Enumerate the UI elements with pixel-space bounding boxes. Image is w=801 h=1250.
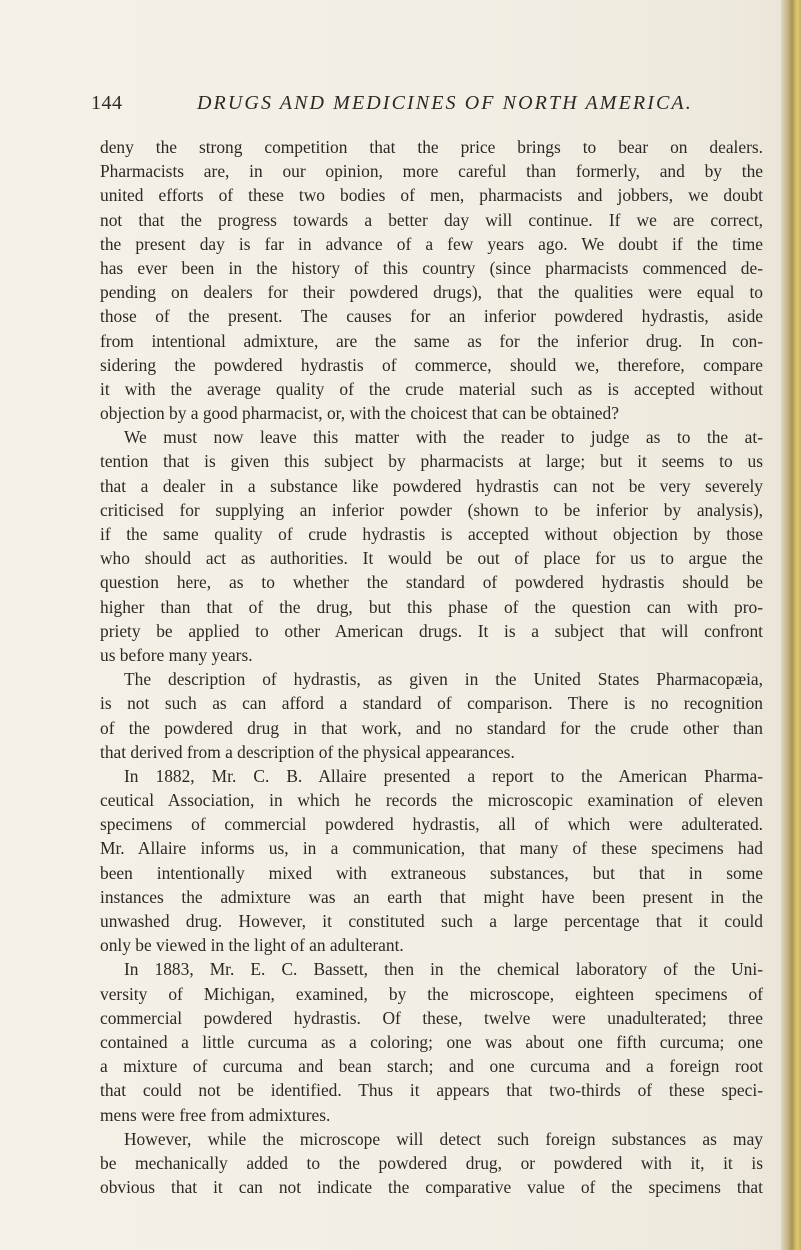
text-line: from intentional admixture, are the same as for the inferior drug. In con- — [100, 330, 763, 351]
text-line: versity of Michigan, examined, by the microscope, eighteen specimens of — [100, 983, 763, 1004]
text-line: In 1882, Mr. C. B. Allaire presented a report to the American Pharma- — [124, 765, 763, 786]
text-line: higher than that of the drug, but this phase of the question can with pro- — [100, 596, 763, 617]
text-line: tention that is given this subject by pharmacists at large; but it seems to us — [100, 451, 763, 472]
text-line: united efforts of these two bodies of men, pharmacists and jobbers, we doubt — [100, 185, 763, 206]
text-line: of the powdered drug in that work, and no standard for the crude other than — [100, 717, 763, 738]
text-line: not that the progress towards a better day will continue. If we are correct, — [100, 209, 763, 230]
text-line: be mechanically added to the powdered drug, or powdered with it, it is — [100, 1152, 763, 1173]
text-line: has ever been in the history of this country (since pharmacists commenced de- — [100, 257, 763, 278]
text-line: the present day is far in advance of a few years ago. We doubt if the time — [100, 233, 763, 254]
text-line: objection by a good pharmacist, or, with the choicest that can be obtained? — [100, 403, 619, 424]
text-line: sidering the powdered hydrastis of commerce, should we, therefore, compare — [100, 354, 763, 375]
text-line: Mr. Allaire informs us, in a communication, that many of these specimens had — [100, 838, 763, 859]
text-line: that derived from a description of the physical appearances. — [100, 741, 515, 762]
text-line: contained a little curcuma as a coloring; one was about one fifth curcuma; one — [100, 1031, 763, 1052]
text-line: instances the admixture was an earth that might have been present in the — [100, 886, 763, 907]
text-line: it with the average quality of the crude material such as is accepted without — [100, 378, 763, 399]
text-line: criticised for supplying an inferior powder (shown to be inferior by analysis), — [100, 499, 763, 520]
text-line: if the same quality of crude hydrastis is accepted without objection by those — [100, 524, 763, 544]
text-line: that could not be identified. Thus it appears that two-thirds of these speci- — [100, 1080, 763, 1101]
text-line: Pharmacists are, in our opinion, more careful than formerly, and by the — [100, 161, 763, 182]
text-line: us before many years. — [100, 644, 253, 665]
text-line: who should act as authorities. It would be out of place for us to argue the — [100, 548, 763, 569]
text-line: been intentionally mixed with extraneous substances, but that in some — [100, 862, 763, 883]
text-line: that a dealer in a substance like powdered hydrastis can not be very severely — [100, 475, 763, 496]
text-line: ceutical Association, in which he records the microscopic examination of eleven — [100, 790, 763, 811]
text-line: those of the present. The causes for an inferior powdered hydrastis, aside — [100, 306, 763, 327]
text-line: question here, as to whether the standard of powdered hydrastis should be — [100, 572, 763, 593]
page-edge — [781, 0, 801, 1250]
text-line: unwashed drug. However, it constituted such a large percentage that it could — [100, 911, 763, 931]
text-line: mens were free from admixtures. — [100, 1104, 331, 1125]
running-head: DRUGS AND MEDICINES OF NORTH AMERICA. — [197, 92, 693, 114]
body-text — [100, 135, 763, 1199]
text-line: obvious that it can not indicate the comparative value of the specimens that — [100, 1177, 763, 1198]
text-line: a mixture of curcuma and bean starch; and one curcuma and a foreign root — [100, 1056, 763, 1077]
text-line: However, while the microscope will detect such foreign substances as may — [124, 1128, 763, 1149]
text-line: specimens of commercial powdered hydrastis, all of which were adulterated. — [100, 814, 763, 835]
text-line: deny the strong competition that the price brings to bear on dealers. — [100, 137, 763, 157]
text-line: In 1883, Mr. E. C. Bassett, then in the chemical laboratory of the Uni- — [124, 959, 763, 980]
text-line: only be viewed in the light of an adulterant. — [100, 935, 404, 956]
page-number: 144 — [91, 92, 123, 114]
text-line: The description of hydrastis, as given in the United States Pharmacopæia, — [124, 669, 763, 690]
text-line: pending on dealers for their powdered drugs), that the qualities were equal to — [100, 282, 763, 303]
text-line: We must now leave this matter with the reader to judge as to the at- — [124, 427, 763, 448]
text-line: priety be applied to other American drugs. It is a subject that will confront — [100, 620, 763, 641]
text-line: is not such as can afford a standard of comparison. There is no recognition — [100, 693, 763, 714]
page-header — [91, 92, 761, 122]
text-line: commercial powdered hydrastis. Of these, twelve were unadulterated; three — [100, 1007, 763, 1028]
